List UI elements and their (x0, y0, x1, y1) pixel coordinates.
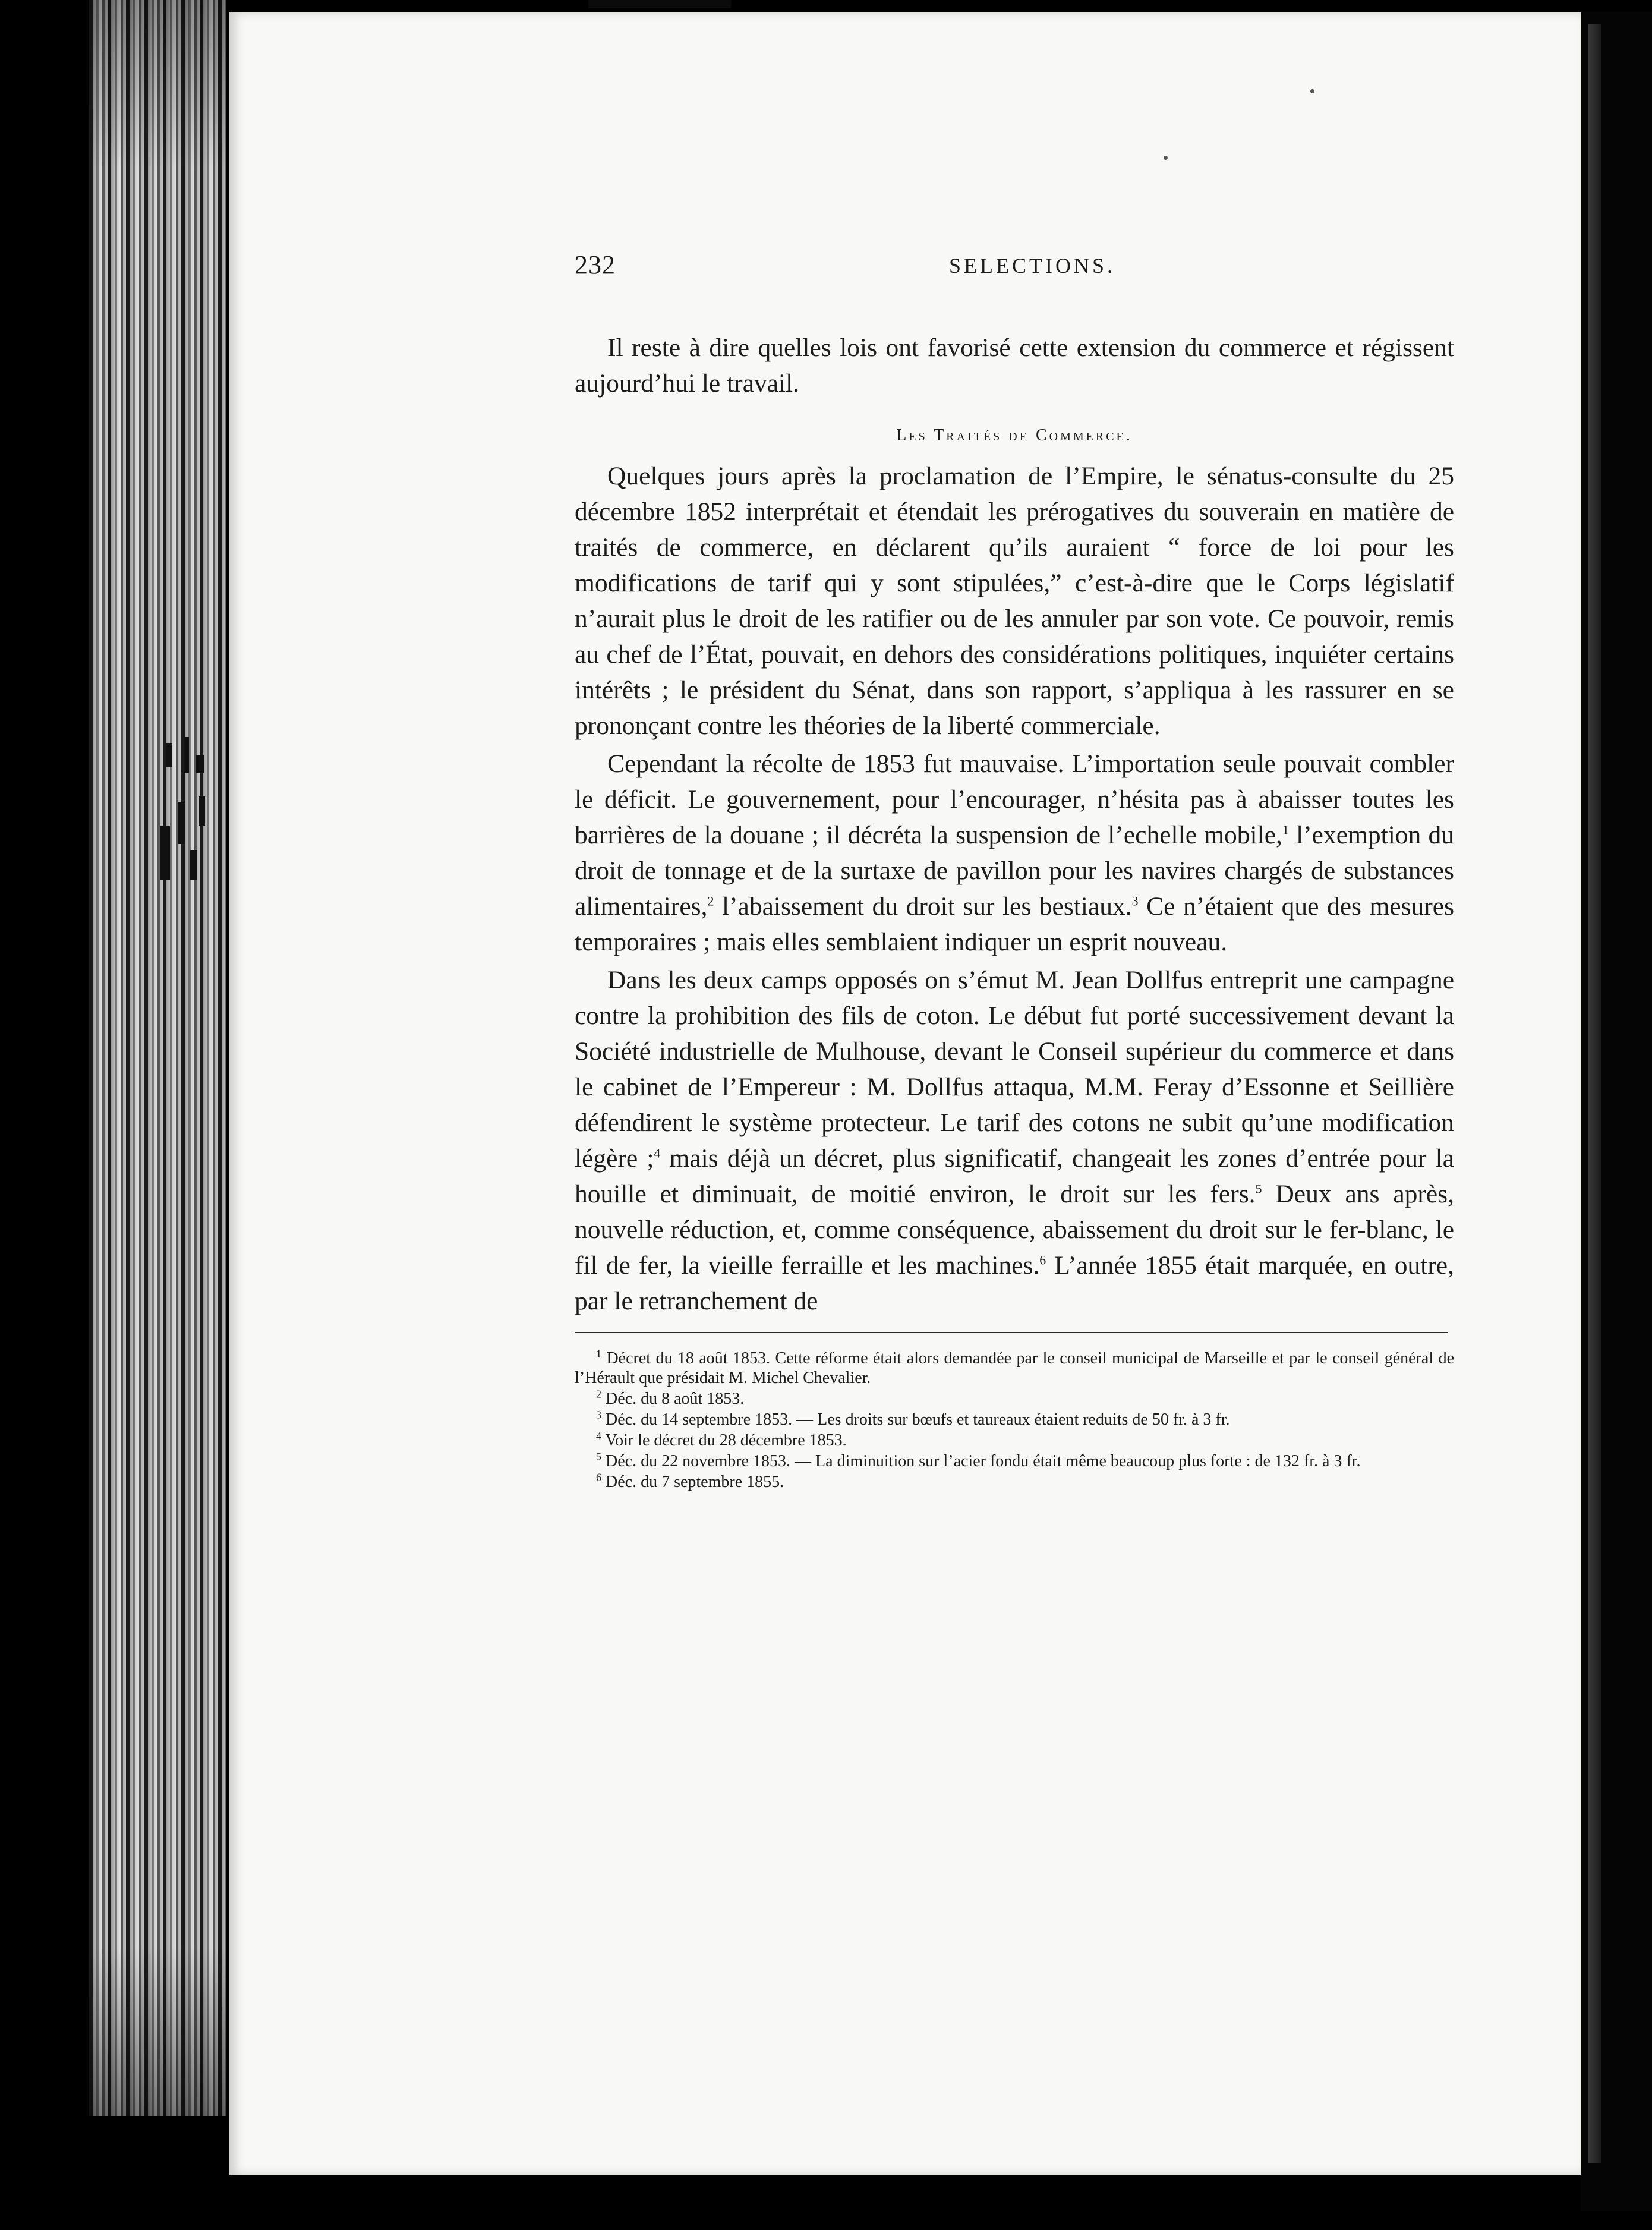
page-text (575, 250, 1454, 1493)
footnote-ref: 3 (1131, 893, 1139, 909)
running-title: SELECTIONS. (949, 254, 1115, 278)
scan-top-mark (588, 0, 731, 8)
paragraph-text: Cependant la récolte de 1853 fut mauvaise. L’importation seule pouvait combler le déficit. Le gouvernement, pour l’encourager, n’hésita pas à abaisser toutes les barrières de la douane ; il décréta la suspension de l’echelle mobile, (575, 749, 1454, 849)
footnotes (575, 1349, 1454, 1492)
paragraph-text: Ce n’étaient que des mesures temporaires ; mais elles semblaient indiquer un esprit nouveau. (575, 892, 1454, 956)
spine-ink-marks (95, 737, 220, 892)
section-title: Les Traités de Commerce. (896, 426, 1133, 445)
footnote-item (575, 1389, 1454, 1409)
footnote-item (575, 1349, 1454, 1388)
footnote-ref: 5 (1255, 1181, 1262, 1196)
footnote-text: Déc. du 8 août 1853. (601, 1390, 745, 1408)
intro-paragraph: Il reste à dire quelles lois ont favorisé cette extension du commerce et régissent aujourd’hui le travail. (575, 333, 1454, 398)
footnote-text: Déc. du 22 novembre 1853. — La diminuition sur l’acier fondu était même beaucoup plus forte : de 132 fr. à 3 fr. (601, 1452, 1361, 1470)
paragraph-senatus-consulte: Quelques jours après la proclamation de l’Empire, le sénatus-consulte du 25 décembre 1852 interprétait et étendait les prérogatives du souverain en matière de traités de commerce, en déclarent qu’ils auraient “ force de loi pour les modifications de tarif qui y sont stipulées,” c’est-à-dire que le Corps législatif n’aurait plus le droit de les ratifier ou de les annuler par son vote. Ce pouvoir, remis au chef de l’État, pouvait, en dehors des considérations politiques, inquiéter certains intérêts ; le président du Sénat, dans son rapport, s’appliqua à les rassurer en se prononçant contre les théories de la liberté commerciale. (575, 462, 1454, 740)
footnote-ref: 1 (1282, 822, 1289, 837)
paragraph-text: mais déjà un décret, plus significatif, changeait les zones d’entrée pour la houille et diminuait, de moitié environ, le droit sur les fers. (575, 1144, 1454, 1208)
footnote-text: Déc. du 14 septembre 1853. — Les droits sur bœufs et taureaux étaient reduits de 50 fr. à 3 fr. (601, 1410, 1230, 1429)
footnote-item (575, 1410, 1454, 1429)
paragraph-text: l’exemption du droit de tonnage et de la surtaxe de pavillon pour les navires chargés de substances alimentaires, (575, 821, 1454, 921)
paragraph-text: Deux ans après, nouvelle réduction, et, comme conséquence, abaissement du droit sur le fer-blanc, le fil de fer, la vieille ferraille et les machines. (575, 1180, 1454, 1280)
paragraph-recolte-1853 (575, 746, 1454, 960)
footnote-item (575, 1431, 1454, 1450)
footnote-text: Déc. du 7 septembre 1855. (601, 1473, 784, 1491)
book-page-edges-shade (89, 0, 226, 2116)
paragraph-text: Dans les deux camps opposés on s’émut M. Jean Dollfus entreprit une campagne contre la prohibition des fils de coton. Le début fut porté successivement devant la Société industrielle de Mulhouse, devant le Conseil supérieur du commerce et dans le cabinet de l’Empereur : M. Dollfus attaqua, M.M. Feray d’Essonne et Seillière défendirent le système protecteur. Le tarif des cotons ne subit qu’une modification légère ; (575, 966, 1454, 1173)
next-page-edge (1588, 24, 1601, 2163)
footnote-number: 2 (596, 1388, 601, 1400)
footnote-number: 4 (596, 1429, 601, 1442)
scan-speck (1310, 89, 1314, 93)
footnote-ref: 2 (707, 893, 714, 909)
footnote-text: Décret du 18 août 1853. Cette réforme était alors demandée par le conseil municipal de Marseille et par le conseil général de l’Hérault que présidait M. Michel Chevalier. (575, 1349, 1454, 1387)
footnote-rule (575, 1332, 1448, 1333)
footnote-ref: 4 (654, 1145, 661, 1161)
footnote-item (575, 1472, 1454, 1492)
footnote-ref: 6 (1039, 1252, 1046, 1268)
running-head (575, 250, 1454, 297)
footnote-item (575, 1451, 1454, 1471)
footnote-number: 1 (596, 1347, 601, 1360)
footnote-number: 5 (596, 1450, 601, 1463)
paragraph-text: L’année 1855 était marquée, en outre, par le retranchement de (575, 1251, 1454, 1315)
page-number: 232 (575, 250, 616, 279)
footnote-number: 6 (596, 1471, 601, 1483)
paragraph-text: l’abaissement du droit sur les bestiaux. (714, 892, 1132, 921)
scan-bottom-border (229, 2175, 1581, 2230)
paragraph-dollfus (575, 962, 1454, 1319)
footnote-text: Voir le décret du 28 décembre 1853. (601, 1431, 847, 1450)
scan-speck (1164, 156, 1168, 160)
footnote-number: 3 (596, 1409, 601, 1421)
